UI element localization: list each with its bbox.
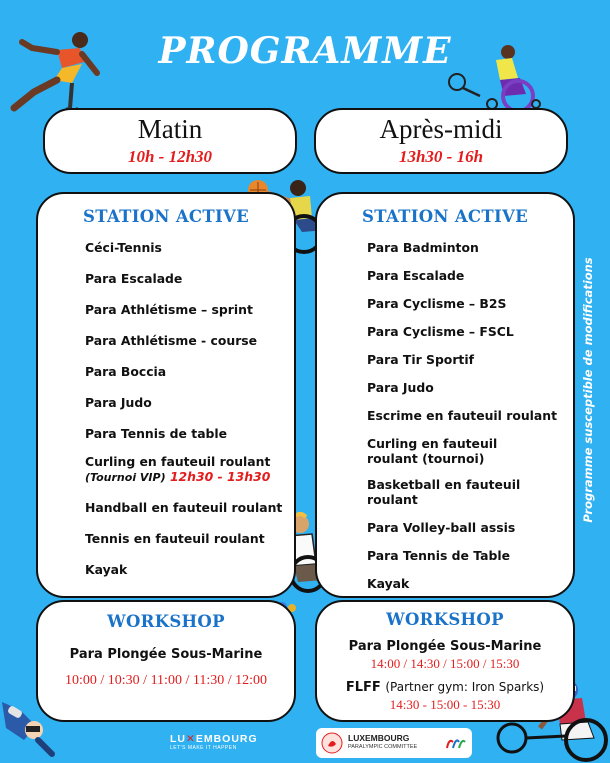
flff-workshop: [317, 680, 573, 695]
side-note: Programme susceptible de modifications: [581, 257, 595, 523]
list-item: Para Tir Sportif: [367, 352, 474, 367]
afternoon-station-card: [315, 192, 575, 598]
flff-partner: (Partner gym: Iron Sparks): [385, 680, 545, 694]
paralympic-committee-logo: [316, 728, 472, 758]
lux-tagline: LET'S MAKE IT HAPPEN: [170, 745, 237, 751]
afternoon-workshop-card: [315, 600, 575, 722]
list-item: Céci-Tennis: [85, 240, 162, 255]
morning-workshop-times: 10:00 / 10:30 / 11:00 / 11:30 / 12:00: [65, 673, 267, 688]
list-item: Para Athlétisme – sprint: [85, 302, 253, 317]
lux-logo-right: EMBOURG: [195, 733, 258, 745]
list-item: Para Athlétisme - course: [85, 333, 258, 348]
afternoon-station-title: STATION ACTIVE: [362, 207, 528, 226]
list-item: Para Escalade: [367, 268, 465, 283]
morning-workshop-item: Para Plongée Sous-Marine: [69, 647, 263, 662]
list-item: Escrime en fauteuil roulant: [367, 408, 558, 423]
list-item: Curling en fauteuil roulant (tournoi): [367, 436, 498, 466]
morning-workshop-card: [36, 600, 296, 722]
lion-crest-icon: [321, 732, 343, 754]
list-item: Kayak: [85, 562, 128, 577]
list-item: Handball en fauteuil roulant: [85, 500, 283, 515]
list-item: Para Cyclisme – FSCL: [367, 324, 514, 339]
curling-time: 12h30 - 13h30: [169, 469, 271, 484]
lux-logo-x: ✕: [186, 733, 196, 745]
lux-logo-left: LU: [170, 733, 186, 745]
list-item: Para Boccia: [85, 364, 167, 379]
afternoon-time: 13h30 - 16h: [398, 147, 484, 166]
afternoon-activity-list: [367, 240, 559, 591]
flff-name: FLFF: [345, 680, 381, 695]
morning-station-card: [36, 192, 296, 598]
morning-label: Matin: [137, 114, 203, 144]
luxembourg-logo: [170, 733, 258, 751]
list-item: Kayak: [367, 576, 410, 591]
list-item: Para Badminton: [367, 240, 479, 255]
page-title: PROGRAMME: [158, 30, 452, 72]
agitos-icon: [445, 736, 467, 750]
list-item: Para Escalade: [85, 271, 183, 286]
list-item: Basketball en fauteuil roulant: [367, 477, 521, 507]
lpc-line2: PARALYMPIC COMMITTEE: [348, 744, 418, 750]
list-item: Para Tennis de Table: [367, 548, 511, 563]
lpc-line1: LUXEMBOURG: [348, 733, 410, 743]
flff-times: 14:30 - 15:00 - 15:30: [389, 697, 501, 712]
afternoon-label: Après-midi: [379, 114, 503, 144]
list-item: Para Volley-ball assis: [367, 520, 516, 535]
afternoon-workshop-times: 14:00 / 14:30 / 15:00 / 15:30: [370, 656, 520, 671]
morning-station-title: STATION ACTIVE: [83, 207, 249, 226]
list-item: Para Cyclisme – B2S: [367, 296, 507, 311]
list-item: Para Judo: [85, 395, 152, 410]
list-item: Tennis en fauteuil roulant: [85, 531, 265, 546]
morning-activity-list: [85, 240, 294, 577]
afternoon-workshop-item: Para Plongée Sous-Marine: [348, 639, 542, 654]
morning-workshop-title: WORKSHOP: [107, 612, 225, 631]
afternoon-header-card: [314, 108, 568, 174]
morning-time: 10h - 12h30: [127, 147, 213, 166]
curling-label: Curling en fauteuil roulant: [85, 454, 271, 469]
list-item: Para Tennis de table: [85, 426, 228, 441]
curling-sub: (Tournoi VIP): [85, 471, 166, 484]
afternoon-workshop-title: WORKSHOP: [386, 610, 504, 629]
list-item: Para Judo: [367, 380, 434, 395]
morning-header-card: [43, 108, 297, 174]
list-item-curling: [85, 454, 294, 485]
